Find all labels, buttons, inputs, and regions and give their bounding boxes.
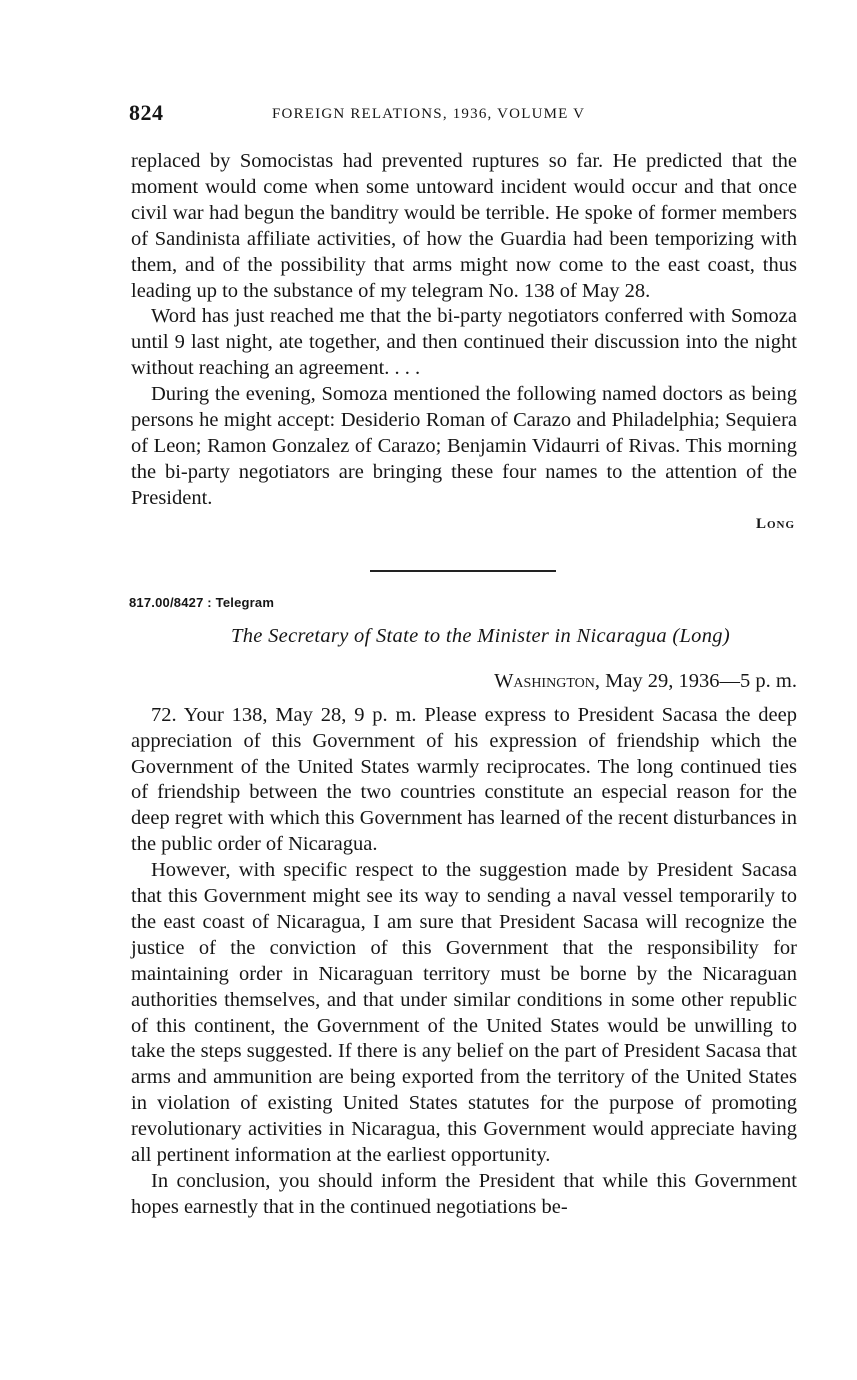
prior-paragraph-3: During the evening, Somoza mentioned the following named doctors as being persons he might accept: Desiderio Roman of Carazo and Philadelphia; Sequiera of Leon; Ramon Gonzalez of Carazo; Benjamin Vidaurri of Rivas. This morning the bi-party negotiators are bringing these four names to the attention of the President. (131, 383, 797, 509)
file-reference: 817.00/8427 : Telegram (129, 594, 275, 610)
signature: Long (755, 515, 795, 532)
page-number: 824 (129, 100, 164, 125)
section-divider (370, 570, 556, 572)
document-page (124, 96, 797, 1221)
telegram-paragraph-2: However, with specific respect to the suggestion made by President Sacasa that this Government might see its way to sending a naval vessel temporarily to the east coast of Nicaragua, I am sure that President Sacasa will recognize the justice of the conviction of this Government that the responsibility for maintaining order in Nicaraguan territory must be borne by the Nicaraguan authorities themselves, and that under similar conditions in some other republic of this continent, the Government of the United States would be unwilling to take the steps suggested. If there is any belief on the part of President Sacasa that arms and ammunition are being exported from the territory of the United States in violation of existing United States statutes for the purpose of promoting revolutionary activities in Nicaragua, this Government would appreciate having all pertinent information at the earliest opportunity. (131, 859, 797, 1167)
dateline (124, 670, 797, 693)
prior-paragraph-2: Word has just reached me that the bi-party negotiators conferred with Somoza until 9 last night, ate together, and then continued their discussion into the night without reaching an agreement. . . . (131, 305, 797, 380)
dateline-place: Washington (494, 669, 595, 692)
telegram-paragraph-3: In conclusion, you should inform the President that while this Government hopes earnestly that in the continued negotiations be- (131, 1170, 797, 1218)
dateline-date: , May 29, 1936—5 p. m. (594, 669, 797, 692)
telegram-body (124, 703, 797, 1221)
prior-paragraph-1: replaced by Somocistas had prevented ruptures so far. He predicted that the moment would come when some untoward incident would occur and that once civil war had begun the banditry would be terrible. He spoke of former members of Sandinista affiliate activities, of how the Guardia had been temporizing with them, and of the possibility that arms might now come to the east coast, thus leading up to the substance of my telegram No. 138 of May 28. (131, 150, 797, 302)
document-heading: The Secretary of State to the Minister in Nicaragua (Long) (231, 624, 730, 647)
running-title: FOREIGN RELATIONS, 1936, VOLUME V (272, 106, 586, 122)
telegram-paragraph-1: 72. Your 138, May 28, 9 p. m. Please express to President Sacasa the deep appreciation of this Government of his expression of friendship which the Government of the United States warmly reciprocates. The long continued ties of friendship between the two countries constitute an especial reason for the deep regret with which this Government has learned of the recent disturbances in the public order of Nicaragua. (131, 703, 797, 856)
running-head (124, 96, 797, 136)
